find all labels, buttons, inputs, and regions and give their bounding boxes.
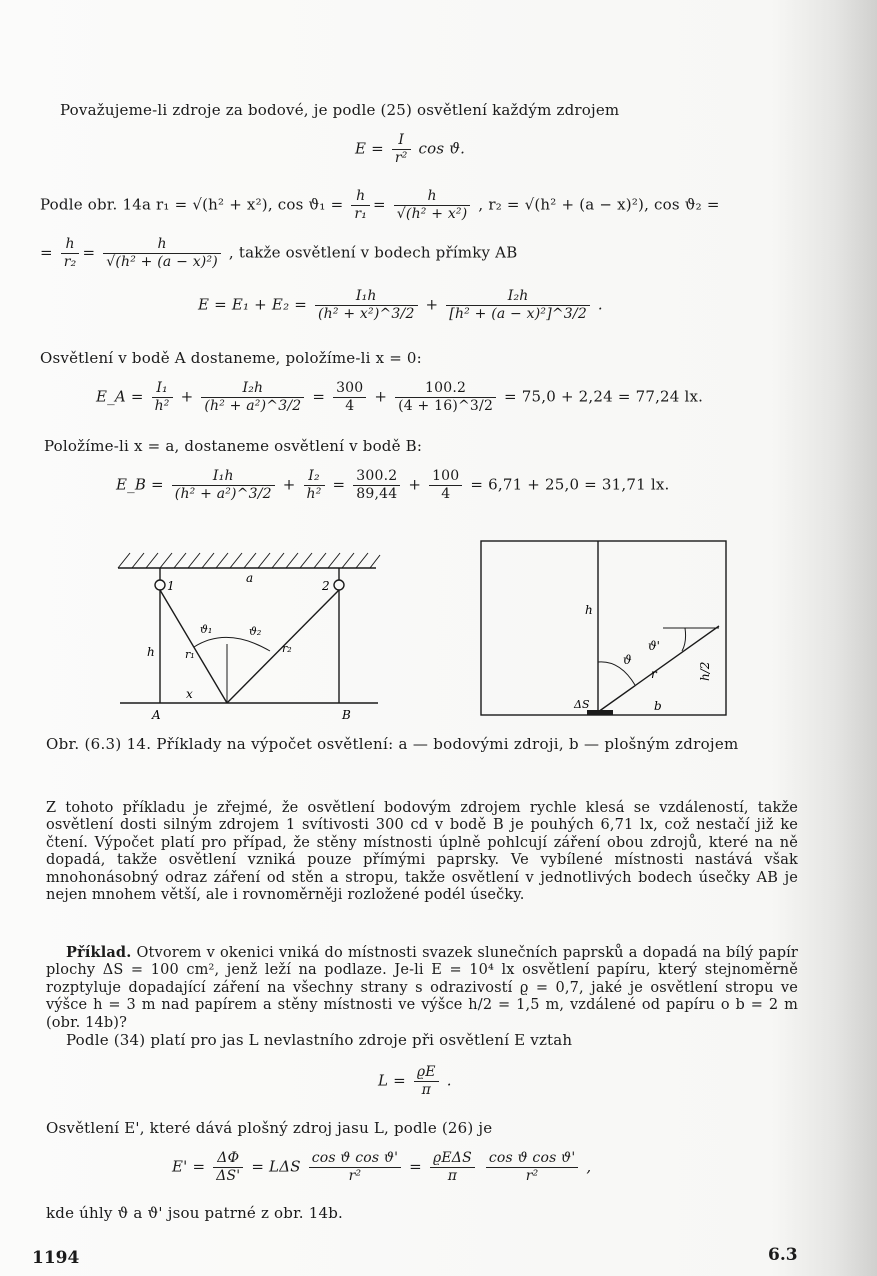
label-theta: ϑ	[623, 653, 632, 667]
paper-patch	[587, 710, 613, 715]
label-r2: r₂	[282, 642, 292, 655]
page-number-left: 1194	[32, 1248, 80, 1268]
equation-e-point-source	[355, 132, 465, 167]
eq1-fraction: $\frac{I}{\text{r²}}$	[392, 132, 411, 167]
label-r1: r₁	[185, 648, 195, 661]
example-label: Příklad.	[66, 944, 132, 961]
ray-r1	[160, 590, 227, 703]
label-delta-s: ΔS	[574, 698, 590, 711]
label-theta2: ϑ₂	[249, 625, 262, 638]
label-B: B	[342, 708, 351, 722]
label-h-b: h	[585, 603, 593, 617]
label-source-1: 1	[167, 579, 175, 593]
eq1-rhs: cos ϑ.	[418, 139, 466, 158]
equation-e-b: E_B = $\frac{\text{I₁h}}{\text{(h² + a²)\textasciicircum{}3/2}}$ + $\frac{\text{I₂}}{\text{h²}}$ = $\frac{300.2}{89,44}$ + $\frac{100}{4}$ = 6,71 + 25,0 = 31,71 lx.	[116, 468, 670, 502]
label-theta1: ϑ₁	[200, 623, 213, 636]
source-2-icon	[334, 580, 344, 590]
text-point-b: Položíme-li x = a, dostaneme osvětlení v bodě B:	[44, 437, 423, 455]
equation-luminance: L = $\frac{ϱE}{\pi}$ .	[378, 1064, 452, 1098]
label-r-b: r	[651, 667, 657, 681]
paragraph-example	[46, 944, 798, 1032]
label-x: x	[186, 687, 193, 701]
equation-e-sum: E = E₁ + E₂ = $\frac{\text{I₁h}}{\text{(h² + x²)\textasciicircum{}3/2}}$ + $\frac{\text{I₂h}}{\text{[h² + (a − x)²]\textasciicircum{}3/2}}$ .	[198, 288, 603, 322]
angle-theta-prime-arc	[682, 628, 686, 651]
label-source-2: 2	[322, 579, 330, 593]
equation-line-r1-r2: Podle obr. 14a r₁ = √(h² + x²), cos ϑ₁ = $\frac{h}{\text{r₁}}$ = $\frac{h}{\text{√(h² + x²)}}$ , r₂ = √(h² + (a − x)²), cos ϑ₂ =	[40, 188, 720, 222]
intro-text: Považujeme-li zdroje za bodové, je podle (25) osvětlení každým zdrojem	[60, 101, 620, 119]
label-h: h	[147, 645, 155, 659]
label-theta-prime: ϑ'	[648, 639, 660, 653]
label-a: a	[246, 571, 254, 585]
label-b: b	[654, 699, 662, 713]
equation-line-cos-theta2: = $\frac{h}{\text{r₂}}$ = $\frac{h}{\text{√(h² + (a − x)²)}}$ , takže osvětlení v bodech přímky AB	[40, 236, 518, 270]
equation-e-prime: E' = $\frac{\Delta\Phi}{\Delta S'}$ = LΔS $\frac{\text{cos ϑ cos ϑ'}}{\text{r²}}$ = $\frac{\text{ϱEΔS}}{\pi}$ $\frac{\text{cos ϑ cos ϑ'}}{\text{r²}}$ ,	[172, 1150, 592, 1184]
section-number-right: 6.3	[768, 1245, 798, 1265]
figure-14b-area-source	[475, 536, 735, 722]
paragraph-area-source: Osvětlení E', které dává plošný zdroj jasu L, podle (26) je	[46, 1119, 493, 1137]
label-h-half: h/2	[698, 661, 712, 681]
angle-arc	[194, 637, 270, 651]
source-1-icon	[155, 580, 165, 590]
label-A: A	[152, 708, 161, 722]
paragraph-conclusion: Z tohoto příkladu je zřejmé, že osvětlení bodovým zdrojem rychle klesá se vzdáleností, takže osvětlení dosti silným zdrojem 1 svítivosti 300 cd v bodě B je pouhých 6,71 lx, což nestačí již ke čtení. Výpočet platí pro případ, že stěny místnosti úplně pohlcují záření obou zdrojů, které na ně dopadá, takže osvětlení vzniká pouze přímými paprsky. Ve vybílené místnosti nastává však mnohonásobný odraz záření od stěn a stropu, takže osvětlení v jednotlivých bodech úsečky AB je nejen mnohem větší, ale i rovnoměrněji rozložené podél úsečky.	[46, 800, 798, 904]
ceiling-hatching	[118, 553, 380, 568]
equation-e-a: E_A = $\frac{\text{I₁}}{\text{h²}}$ + $\frac{\text{I₂h}}{\text{(h² + a²)\textasciicircum{}3/2}}$ = $\frac{300}{4}$ + $\frac{100.2}{(4 + 16)\^{}3/2}$ = 75,0 + 2,24 = 77,24 lx.	[96, 380, 704, 414]
eq1-lhs: E =	[355, 139, 384, 158]
text-point-a: Osvětlení v bodě A dostaneme, položíme-li x = 0:	[40, 349, 422, 367]
example-text: Otvorem v okenici vniká do místnosti svazek slunečních paprsků a dopadá na bílý papír plochy ΔS = 100 cm², jenž leží na podlaze. Je-li E = 10⁴ lx osvětlení papíru, který stejnoměrně rozptyluje dopadající záření na všechny strany s odrazivostí ϱ = 0,7, jaké je osvětlení stropu ve výšce h = 3 m nad papírem a stěny místnosti ve výšce h/2 = 1,5 m, vzdálené od papíru o b = 2 m (obr. 14b)?	[46, 945, 798, 1031]
paragraph-luminance: Podle (34) platí pro jas L nevlastního zdroje při osvětlení E vztah	[66, 1031, 573, 1049]
paragraph-angles: kde úhly ϑ a ϑ' jsou patrné z obr. 14b.	[46, 1204, 343, 1222]
figure-caption: Obr. (6.3) 14. Příklady na výpočet osvětlení: a — bodovými zdroji, b — plošným zdrojem	[46, 735, 739, 753]
figure-14a-point-sources	[110, 548, 390, 728]
